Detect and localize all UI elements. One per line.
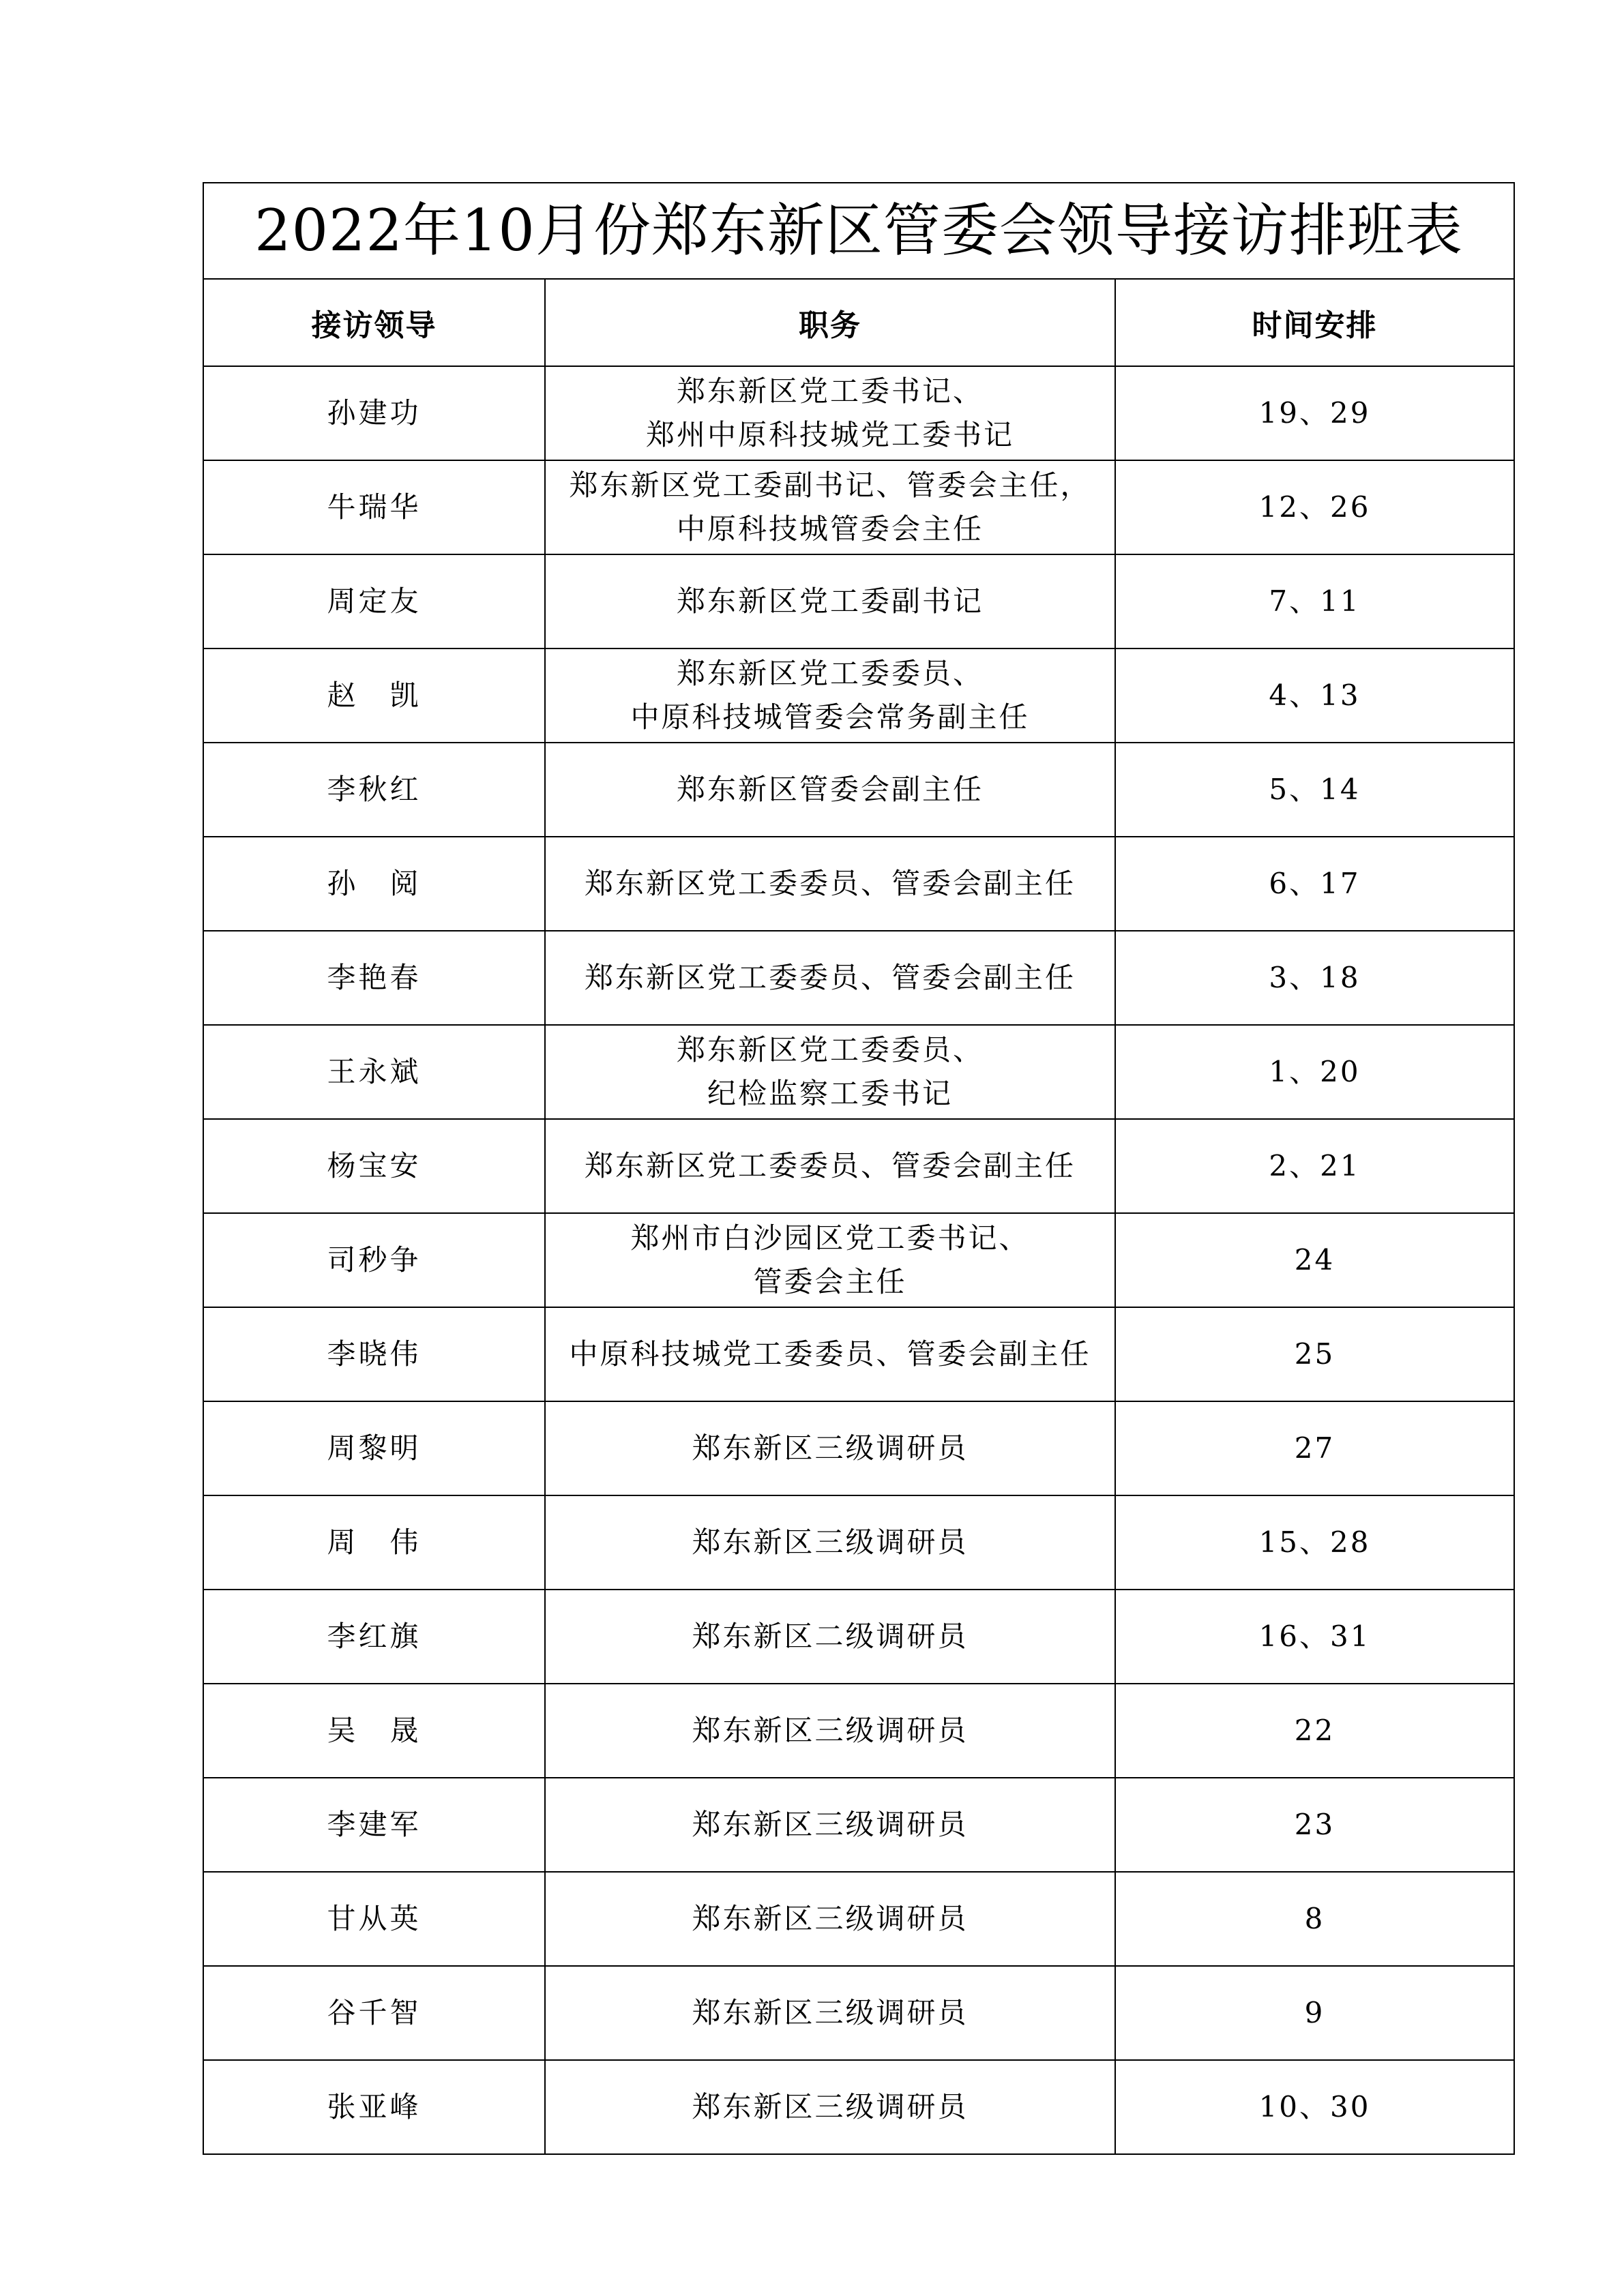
position-line: 郑东新区三级调研员: [692, 2090, 969, 2123]
table-row: [203, 1872, 1514, 1966]
schedule-dates-cell: 8: [1115, 1872, 1514, 1966]
table-row: [203, 1590, 1514, 1684]
position-line: 郑东新区党工委书记、: [676, 374, 984, 408]
table-row: [203, 1401, 1514, 1495]
table-row: [203, 837, 1514, 931]
leader-name-cell: 周定友: [203, 554, 545, 648]
position-line: 郑东新区党工委副书记、管委会主任，: [569, 468, 1091, 502]
leader-name-cell: 李秋红: [203, 743, 545, 837]
table-row: [203, 1495, 1514, 1590]
table-row: [203, 1307, 1514, 1401]
position-line: 郑东新区三级调研员: [692, 1431, 969, 1465]
table-row: [203, 743, 1514, 837]
schedule-dates-cell: 27: [1115, 1401, 1514, 1495]
position-cell: [545, 1872, 1115, 1966]
schedule-dates-cell: 10、30: [1115, 2060, 1514, 2154]
leader-name-cell: 李红旗: [203, 1590, 545, 1684]
leader-name-cell: 李艳春: [203, 931, 545, 1025]
column-header-time: 时间安排: [1115, 279, 1514, 366]
table-row: [203, 366, 1514, 460]
schedule-dates-cell: 2、21: [1115, 1119, 1514, 1213]
column-header-post: 职务: [545, 279, 1115, 366]
position-cell: [545, 460, 1115, 554]
schedule-dates-cell: 23: [1115, 1778, 1514, 1872]
title-row: [203, 183, 1514, 279]
leader-name-cell: 李晓伟: [203, 1307, 545, 1401]
position-line: 郑东新区三级调研员: [692, 1808, 969, 1841]
leader-name-cell: 赵 凯: [203, 648, 545, 743]
table-body: [203, 366, 1514, 2154]
table-row: [203, 460, 1514, 554]
leader-name-cell: 周 伟: [203, 1495, 545, 1590]
schedule-dates-cell: 12、26: [1115, 460, 1514, 554]
schedule-dates-cell: 19、29: [1115, 366, 1514, 460]
position-line: 郑东新区党工委委员、管委会副主任: [584, 961, 1076, 994]
position-line: 郑东新区党工委副书记: [676, 584, 984, 618]
position-line: 郑东新区三级调研员: [692, 1525, 969, 1559]
table-row: [203, 1025, 1514, 1119]
schedule-dates-cell: 9: [1115, 1966, 1514, 2060]
table-row: [203, 1119, 1514, 1213]
position-cell: [545, 366, 1115, 460]
leader-name-cell: 周黎明: [203, 1401, 545, 1495]
leader-name-cell: 甘从英: [203, 1872, 545, 1966]
header-row: [203, 279, 1514, 366]
column-header-name: 接访领导: [203, 279, 545, 366]
table-row: [203, 1684, 1514, 1778]
schedule-dates-cell: 4、13: [1115, 648, 1514, 743]
schedule-dates-cell: 7、11: [1115, 554, 1514, 648]
position-line: 郑东新区党工委委员、管委会副主任: [584, 867, 1076, 900]
table-row: [203, 554, 1514, 648]
schedule-dates-cell: 24: [1115, 1213, 1514, 1307]
position-cell: [545, 931, 1115, 1025]
schedule-dates-cell: 25: [1115, 1307, 1514, 1401]
position-line: 郑东新区三级调研员: [692, 1996, 969, 2029]
position-line: 中原科技城党工委委员、管委会副主任: [569, 1337, 1091, 1371]
leader-name-cell: 司秒争: [203, 1213, 545, 1307]
table-row: [203, 1213, 1514, 1307]
position-line: 郑东新区三级调研员: [692, 1902, 969, 1935]
position-cell: [545, 1307, 1115, 1401]
leader-name-cell: 孙建功: [203, 366, 545, 460]
position-line: 中原科技城管委会常务副主任: [630, 700, 1030, 734]
schedule-dates-cell: 5、14: [1115, 743, 1514, 837]
leader-name-cell: 吴 晟: [203, 1684, 545, 1778]
position-cell: [545, 554, 1115, 648]
table-row: [203, 931, 1514, 1025]
schedule-dates-cell: 6、17: [1115, 837, 1514, 931]
leader-name-cell: 张亚峰: [203, 2060, 545, 2154]
leader-name-cell: 孙 阅: [203, 837, 545, 931]
position-line: 郑州中原科技城党工委书记: [645, 418, 1014, 451]
schedule-dates-cell: 22: [1115, 1684, 1514, 1778]
position-cell: [545, 1401, 1115, 1495]
position-cell: [545, 1684, 1115, 1778]
schedule-dates-cell: 16、31: [1115, 1590, 1514, 1684]
position-cell: [545, 648, 1115, 743]
leader-name-cell: 杨宝安: [203, 1119, 545, 1213]
schedule-dates-cell: 3、18: [1115, 931, 1514, 1025]
position-line: 郑东新区党工委委员、: [676, 1033, 984, 1067]
position-cell: [545, 1778, 1115, 1872]
table-row: [203, 1966, 1514, 2060]
document-title: 2022年10月份郑东新区管委会领导接访排班表: [203, 183, 1514, 279]
position-cell: [545, 2060, 1115, 2154]
position-line: 管委会主任: [753, 1265, 907, 1298]
table-row: [203, 648, 1514, 743]
leader-name-cell: 谷千智: [203, 1966, 545, 2060]
schedule-dates-cell: 15、28: [1115, 1495, 1514, 1590]
leader-name-cell: 王永斌: [203, 1025, 545, 1119]
position-cell: [545, 1966, 1115, 2060]
position-line: 郑东新区管委会副主任: [676, 773, 984, 806]
position-cell: [545, 1213, 1115, 1307]
schedule-dates-cell: 1、20: [1115, 1025, 1514, 1119]
table-row: [203, 1778, 1514, 1872]
position-cell: [545, 743, 1115, 837]
position-line: 郑东新区党工委委员、: [676, 657, 984, 690]
position-line: 郑东新区党工委委员、管委会副主任: [584, 1149, 1076, 1182]
position-line: 郑州市白沙园区党工委书记、: [630, 1221, 1030, 1255]
position-line: 郑东新区三级调研员: [692, 1714, 969, 1747]
position-cell: [545, 1590, 1115, 1684]
position-cell: [545, 1495, 1115, 1590]
table-row: [203, 2060, 1514, 2154]
duty-schedule-table: [203, 182, 1515, 2155]
leader-name-cell: 李建军: [203, 1778, 545, 1872]
position-line: 郑东新区二级调研员: [692, 1620, 969, 1653]
position-cell: [545, 837, 1115, 931]
position-line: 中原科技城管委会主任: [676, 512, 984, 546]
position-line: 纪检监察工委书记: [707, 1077, 953, 1110]
leader-name-cell: 牛瑞华: [203, 460, 545, 554]
position-cell: [545, 1025, 1115, 1119]
position-cell: [545, 1119, 1115, 1213]
